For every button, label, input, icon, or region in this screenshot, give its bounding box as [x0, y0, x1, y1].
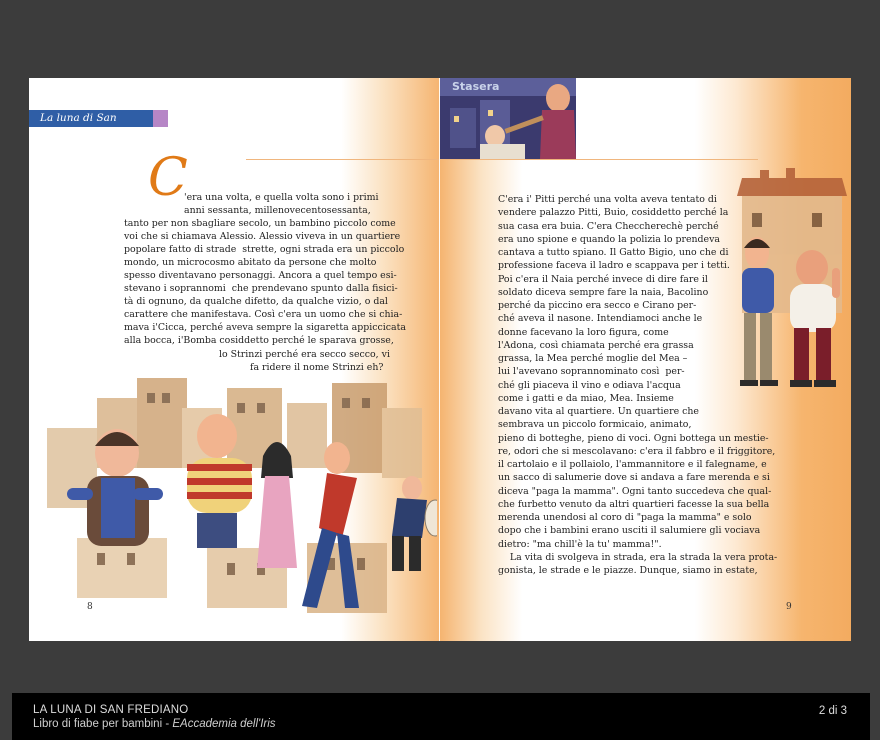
page-counter[interactable]: 2 di 3 [818, 705, 847, 717]
shop-characters-illustration [712, 168, 851, 418]
left-text-line: fa ridere il nome Strinzi eh? [250, 362, 384, 373]
right-text-line: l'Adona, così chiamata perché era grassa [498, 339, 694, 351]
right-text-line: che furbetto venuto da altri quartieri facesse la sua bella [498, 498, 770, 510]
right-text-line: C'era i' Pitti perché una volta aveva tentato di [498, 194, 717, 205]
right-text-line: soldato diceva sempre fare la naia, Bacolino [498, 286, 709, 298]
right-text-line: come i gatti e da miao, Mea. Insieme [498, 392, 674, 404]
right-text-line: grassa, la Mea perché moglie del Mea – [498, 353, 688, 364]
night-town-illustration [440, 78, 576, 159]
left-text-line: anni sessanta, millenovecentosessanta, [184, 205, 371, 216]
footer-subtitle [33, 718, 276, 730]
section-tab-accent [153, 110, 168, 127]
right-text-line: ché gli piaceva il vino e odiava l'acqua [498, 379, 681, 391]
thief-with-sack [392, 476, 437, 571]
right-text-line: cantava a tutto spiano. Il Gatto Bigio, uno che di [498, 247, 729, 258]
left-text-line: alla bocca, i'Bomba cosiddetto perché le sparava grosse, [124, 335, 394, 346]
left-text-line: tà di ognuno, da qualche difetto, da qualche vizio, o dal [124, 296, 388, 307]
right-text-line: Poi c'era il Naia perché invece di dire fare il [498, 273, 708, 285]
footer-bar [12, 693, 870, 740]
right-text-line: re, odori che si mescolavano: c'era il fabbro e il friggitore, [498, 445, 776, 457]
right-text-line: diceva "paga la mamma". Ogni tanto succedeva che qual- [498, 485, 772, 497]
footer-subtitle-plain: Libro di fiabe per bambini - [33, 718, 173, 730]
drop-cap: C [148, 148, 188, 208]
right-text-line: dietro: "ma chill'è la tu' mamma!". [498, 538, 662, 550]
left-page [29, 78, 440, 641]
footer-subtitle-publisher: EAccademia dell'Iris [172, 718, 276, 730]
footer-title: LA LUNA DI SAN FREDIANO [33, 704, 189, 716]
header-rule-left [246, 159, 440, 160]
right-text-line: professione faceva il ladro e scappava per i tetti. [498, 260, 730, 272]
right-text-line: lui l'avevano soprannominato così per- [498, 366, 685, 378]
right-text-line: gonista, le strade e le piazze. Dunque, siamo in estate, [498, 565, 758, 576]
left-text-line: popolare fatto di strade strette, ogni strada era un piccolo [124, 244, 405, 255]
left-text-line: tanto per non sbagliare secolo, un bambino piccolo come [124, 218, 396, 229]
book-spread [29, 78, 851, 641]
left-text-line: mava i'Cicca, perché aveva sempre la sigaretta appiccicata [124, 322, 406, 333]
header-rule-right [440, 159, 758, 160]
right-text-line: pieno di botteghe, pieno di voci. Ogni bottega un mestie- [498, 432, 769, 444]
right-text-line: davano vita al quartiere. Un quartiere che [498, 406, 699, 417]
woman-pink-dress [257, 442, 297, 568]
left-text-line: 'era una volta, e quella volta sono i primi [184, 192, 379, 203]
right-text-line: il cartolaio e il pollaiolo, l'ammannitore e il falegname, e [498, 459, 767, 470]
left-text-line: voi che si chiamava Alessio. Alessio viveva in un quartiere [124, 231, 401, 242]
left-text-line: spesso diventavano personaggi. Ancora a quel tempo esi- [124, 270, 397, 281]
page-number-right: 9 [786, 602, 792, 612]
right-text-line: La vita di svolgeva in strada, era la strada la vera prota- [498, 551, 778, 563]
right-text-line: sua casa era buia. C'era Checcherechè perché [498, 220, 719, 232]
town-characters-illustration [37, 368, 437, 638]
right-text-line: vendere palazzo Pitti, Buio, cosiddetto perché la [498, 207, 729, 219]
right-text-line: ché aveva il nasone. Intendiamoci anche le [498, 313, 703, 325]
left-text-line: mondo, un microcosmo abitato da persone che molto [124, 257, 377, 268]
left-text-line: lo Strinzi perché era secco secco, vi [219, 349, 390, 360]
right-page [440, 78, 851, 641]
right-text-line: merenda unendosi al coro di "paga la mamma" e solo [498, 512, 752, 523]
left-text-line: stevano i soprannomi che prendevano spunto dalla fisici- [124, 283, 398, 294]
right-text-line: sembrava un piccolo formicaio, animato, [498, 419, 692, 431]
right-text-line: donne facevano la loro figura, come [498, 326, 669, 338]
shopkeeper-apron [790, 250, 840, 387]
left-text-line: carattere che manifestava. Così c'era un uomo che si chia- [124, 309, 403, 320]
right-text-line: perché da piccino era secco e Cirano per- [498, 300, 697, 311]
right-text-line: un sacco di salumerie dove si andava a fare merenda e si [498, 472, 770, 484]
page-number-left: 8 [87, 602, 93, 612]
right-text-line: era uno spione e quando la polizia lo prendeva [498, 233, 720, 245]
right-text-line: dopo che i bambini erano usciti il salumiere gli vociava [498, 525, 761, 537]
section-title-tab: La luna di San Frediano [29, 110, 153, 127]
illustration-sign: Stasera [452, 80, 500, 93]
